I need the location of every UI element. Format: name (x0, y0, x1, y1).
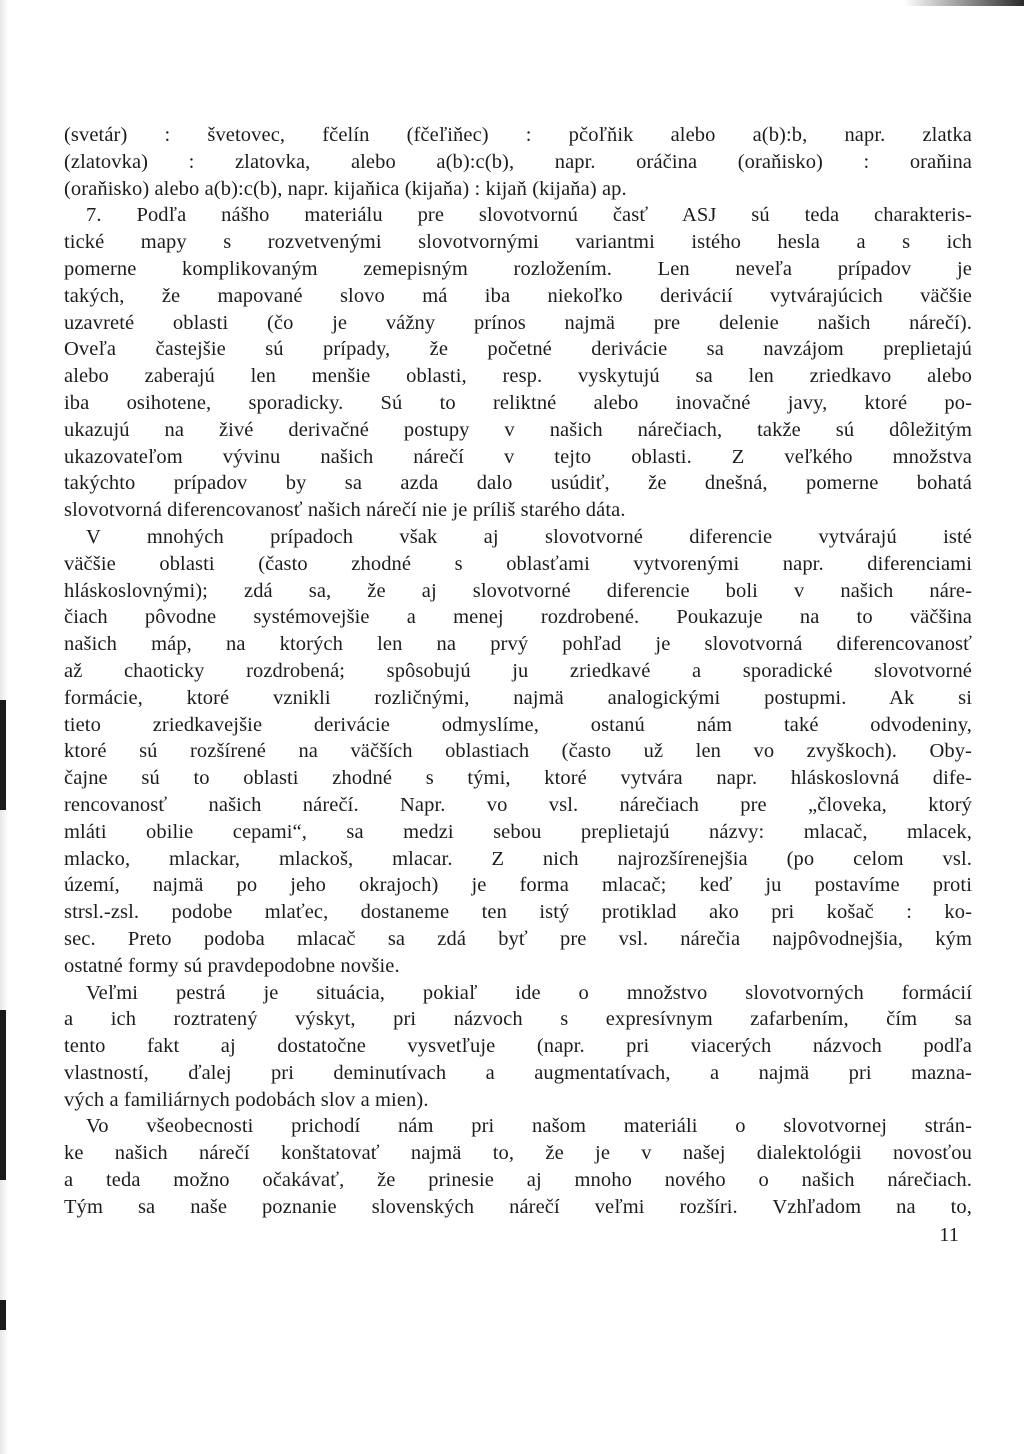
text-line-21: až chaoticky rozdrobená; spôsobujú ju zriedkavé a sporadické slovotvorné (64, 659, 972, 682)
text-line-30: strsl.-zsl. podobe mlaťec, dostaneme ten istý protiklad ako pri košač : ko- (64, 901, 972, 924)
text-line-18: hláskoslovnými); zdá sa, že aj slovotvorné diferencie boli v našich náre- (64, 579, 972, 602)
text-line-1: (svetár) : švetovec, fčelín (fčeľiňec) : pčoľňik alebo a(b):b, napr. zlatka (64, 124, 972, 146)
text-line-25: čajne sú to oblasti zhodné s tými, ktoré vytvára napr. hláskoslovná dife- (64, 767, 972, 790)
text-line-6: pomerne komplikovaným zemepisným rozložením. Len neveľa prípadov je (64, 257, 972, 280)
text-line-4: 7. Podľa nášho materiálu pre slovotvornú časť ASJ sú teda charakteris- (86, 204, 972, 227)
text-line-9: Oveľa častejšie sú prípady, že početné derivácie sa navzájom preplietajú (64, 338, 972, 361)
body-lines (64, 202, 972, 1220)
text-line-15: slovotvorná diferencovanosť našich nárečí nie je príliš starého dáta. (64, 499, 626, 522)
text-line-40: a teda možno očakávať, že prinesie aj mnoho nového o našich nárečiach. (64, 1169, 972, 1192)
text-line-24: ktoré sú rozšírené na väčších oblastiach (často už len vo zvyškoch). Oby- (64, 740, 972, 763)
text-line-7: takých, že mapované slovo má iba niekoľko derivácií vytvárajúcich väčšie (64, 284, 972, 307)
text-line-29: území, najmä po jeho okrajoch) je forma mlacač; keď ju postavíme proti (64, 874, 972, 897)
text-line-17: väčšie oblasti (často zhodné s oblasťami vytvorenými napr. diferenciami (64, 552, 972, 575)
text-line-22: formácie, ktoré vznikli rozličnými, najmä analogickými postupmi. Ak si (64, 686, 972, 709)
text-line-37: vých a familiárnych podobách slov a mien). (64, 1088, 429, 1111)
text-line-39: ke našich nárečí konštatovať najmä to, že je v našej dialektológii novosťou (64, 1142, 972, 1165)
text-line-23: tieto zriedkavejšie derivácie odmyslíme, ostanú nám také odvodeniny, (64, 713, 972, 736)
text-line-33: Veľmi pestrá je situácia, pokiaľ ide o množstvo slovotvorných formácií (86, 981, 972, 1004)
text-line-31: sec. Preto podoba mlacač sa zdá byť pre vsl. nárečia najpôvodnejšia, kým (64, 927, 972, 950)
scan-top-edge (904, 0, 1024, 6)
text-line-28: mlacko, mlackar, mlackoš, mlacar. Z nich najrozšírenejšia (po celom vsl. (64, 847, 972, 870)
text-line-8: uzavreté oblasti (čo je vážny prínos najmä pre delenie našich nárečí). (64, 311, 972, 334)
text-line-11: iba osihotene, sporadicky. Sú to reliktné alebo inovačné javy, ktoré po- (64, 391, 972, 414)
text-line-5: tické mapy s rozvetvenými slovotvornými variantmi istého hesla a s ich (64, 231, 972, 254)
page-body (64, 122, 972, 1221)
text-line-3: (oraňisko) alebo a(b):c(b), napr. kijaňica (kijaňa) : kijaň (kijaňa) ap. (64, 177, 627, 200)
text-line-27: mláti obilie cepami“, sa medzi sebou preplietajú názvy: mlacač, mlacek, (64, 820, 972, 843)
text-line-38: Vo všeobecnosti prichodí nám pri našom materiáli o slovotvornej strán- (86, 1115, 972, 1138)
text-line-19: čiach pôvodne systémovejšie a menej rozdrobené. Poukazuje na to väčšina (64, 606, 972, 629)
text-line-10: alebo zaberajú len menšie oblasti, resp. vyskytujú sa len zriedkavo alebo (64, 365, 972, 388)
scan-mark-1 (0, 700, 6, 810)
text-line-2: (zlatovka) : zlatovka, alebo a(b):c(b), napr. oráčina (oraňisko) : oraňina (64, 150, 972, 173)
text-line-14: takýchto prípadov by sa azda dalo usúdiť, že dnešná, pomerne bohatá (64, 472, 972, 495)
text-line-26: rencovanosť našich nárečí. Napr. vo vsl. nárečiach pre „človeka, ktorý (64, 793, 972, 816)
text-line-34: a ich roztratený výskyt, pri názvoch s expresívnym zafarbením, čím sa (64, 1008, 972, 1031)
text-line-13: ukazovateľom vývinu našich nárečí v tejto oblasti. Z veľkého množstva (64, 445, 972, 468)
text-line-32: ostatné formy sú pravdepodobne novšie. (64, 954, 400, 977)
text-line-12: ukazujú na živé derivačné postupy v našich nárečiach, takže sú dôležitým (64, 418, 972, 441)
text-line-35: tento fakt aj dostatočne vysvetľuje (napr. pri viacerých názvoch podľa (64, 1035, 972, 1058)
scan-mark-2 (0, 1010, 6, 1180)
text-line-41: Tým sa naše poznanie slovenských nárečí veľmi rozšíri. Vzhľadom na to, (64, 1195, 972, 1218)
scan-mark-3 (0, 1300, 6, 1330)
page-number: 11 (939, 1224, 959, 1246)
text-line-20: našich máp, na ktorých len na prvý pohľad je slovotvorná diferencovanosť (64, 633, 972, 656)
text-line-36: vlastností, ďalej pri deminutívach a augmentatívach, a najmä pri mazna- (64, 1061, 972, 1084)
text-line-16: V mnohých prípadoch však aj slovotvorné diferencie vytvárajú isté (86, 525, 972, 548)
